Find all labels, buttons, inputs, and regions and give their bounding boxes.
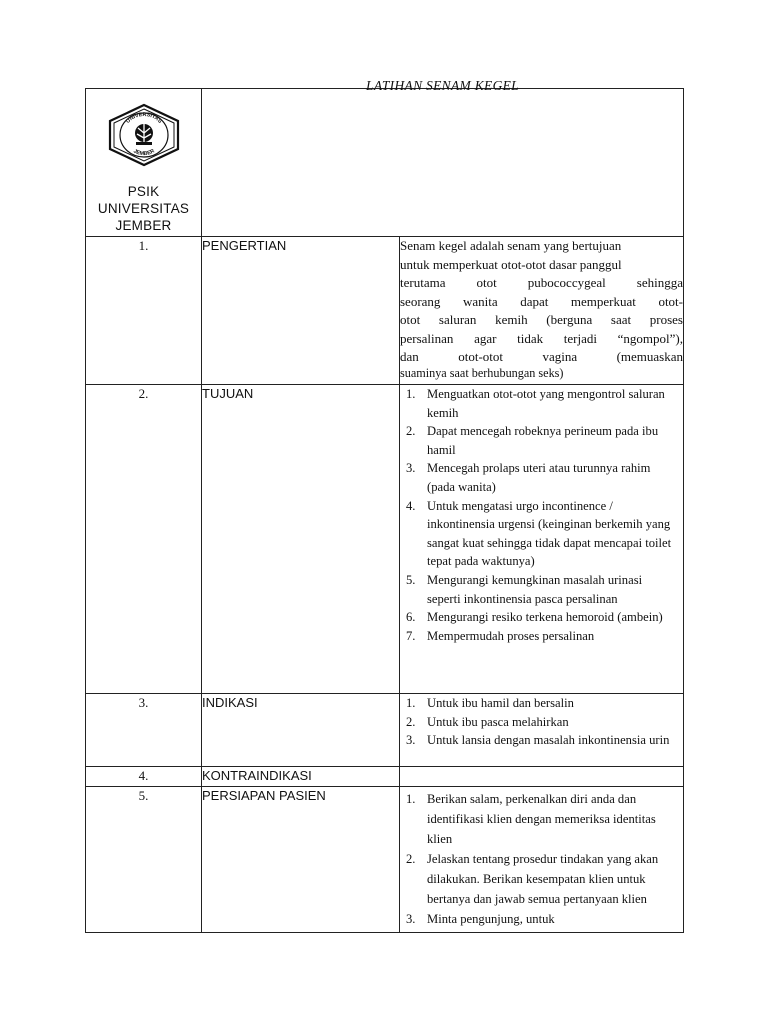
section-row-pengertian xyxy=(86,237,684,385)
university-logo-icon xyxy=(106,103,182,167)
paragraph-line: dan otot-otot vagina (memuaskan xyxy=(400,349,683,364)
section-row-indikasi xyxy=(86,694,684,767)
list-item: 1. Untuk ibu hamil dan bersalin xyxy=(406,696,574,710)
list-item: 2. Dapat mencegah robeknya perineum pada ibu hamil xyxy=(406,424,659,457)
section-number: 4. xyxy=(86,767,202,787)
section-title: INDIKASI xyxy=(202,694,400,767)
paragraph-line: Senam kegel adalah senam yang bertujuan xyxy=(400,238,622,253)
institution-cell xyxy=(86,89,202,237)
numbered-list xyxy=(400,385,683,645)
section-number: 3. xyxy=(86,694,202,767)
section-row-tujuan xyxy=(86,385,684,694)
institution-name xyxy=(86,167,201,234)
numbered-list xyxy=(400,694,683,750)
section-title: TUJUAN xyxy=(202,385,400,694)
document-title: LATIHAN SENAM KEGEL xyxy=(366,78,519,93)
section-row-kontraindikasi xyxy=(86,767,684,787)
title-cell xyxy=(202,78,684,237)
section-list-cell xyxy=(400,694,684,767)
section-title: PENGERTIAN xyxy=(202,237,400,385)
list-item: 3. Mencegah prolaps uteri atau turunnya rahim (pada wanita) xyxy=(406,461,651,494)
institution-line: UNIVERSITAS xyxy=(97,201,190,216)
list-item: 6. Mengurangi resiko terkena hemoroid (ambein) xyxy=(406,610,663,625)
list-item: 7. Mempermudah proses persalinan xyxy=(406,628,595,643)
section-list-cell xyxy=(400,385,684,694)
procedure-table xyxy=(85,78,684,933)
section-number: 1. xyxy=(86,237,202,385)
paragraph-line: terutama otot pubococcygeal sehingga xyxy=(400,275,683,290)
paragraph-line: persalinan agar tidak terjadi “ngompol”), xyxy=(400,330,683,346)
logo-text-top: UNIVERSITAS xyxy=(124,111,163,125)
section-list-cell xyxy=(400,786,684,932)
paragraph-line: suaminya saat berhubungan seks) xyxy=(400,365,564,380)
section-number: 5. xyxy=(86,786,202,932)
list-item: 1. Berikan salam, perkenalkan diri anda dan identifikasi klien dengan memeriksa identitas klien xyxy=(406,791,656,846)
paragraph-line: untuk memperkuat otot-otot dasar panggul xyxy=(400,256,622,272)
header-row xyxy=(86,89,684,237)
paragraph-line: seorang wanita dapat memperkuat otot- xyxy=(400,293,683,309)
list-item: 2. Jelaskan tentang prosedur tindakan yang akan dilakukan. Berikan kesempatan klien untuk bertanya dan jawab semua pertanyaan klien xyxy=(406,851,659,906)
section-title: PERSIAPAN PASIEN xyxy=(202,786,400,932)
list-item: 1. Menguatkan otot-otot yang mengontrol saluran kemih xyxy=(406,387,665,420)
numbered-list xyxy=(400,787,683,929)
list-item: 3. Untuk lansia dengan masalah inkontinensia urin xyxy=(406,733,670,748)
section-title: KONTRAINDIKASI xyxy=(202,767,400,787)
paragraph-line: otot saluran kemih (berguna saat proses xyxy=(400,312,683,327)
section-row-persiapan-pasien xyxy=(86,786,684,932)
list-item: 4. Untuk mengatasi urgo incontinence / inkontinensia urgensi (keinginan berkemih yang sangat kuat sehingga tidak dapat mencapai toilet tepat pada waktunya) xyxy=(406,498,672,569)
institution-line: PSIK xyxy=(127,184,160,199)
section-list-cell xyxy=(400,767,684,787)
section-number: 2. xyxy=(86,385,202,694)
logo-text-bottom: JEMBER xyxy=(131,148,156,158)
institution-line: JEMBER xyxy=(115,218,172,233)
list-item: 5. Mengurangi kemungkinan masalah urinasi seperti inkontinensia pasca persalinan xyxy=(406,572,643,606)
list-item: 3. Minta pengunjung, untuk xyxy=(406,911,555,926)
section-paragraph xyxy=(400,237,684,385)
list-item: 2. Untuk ibu pasca melahirkan xyxy=(406,714,569,729)
